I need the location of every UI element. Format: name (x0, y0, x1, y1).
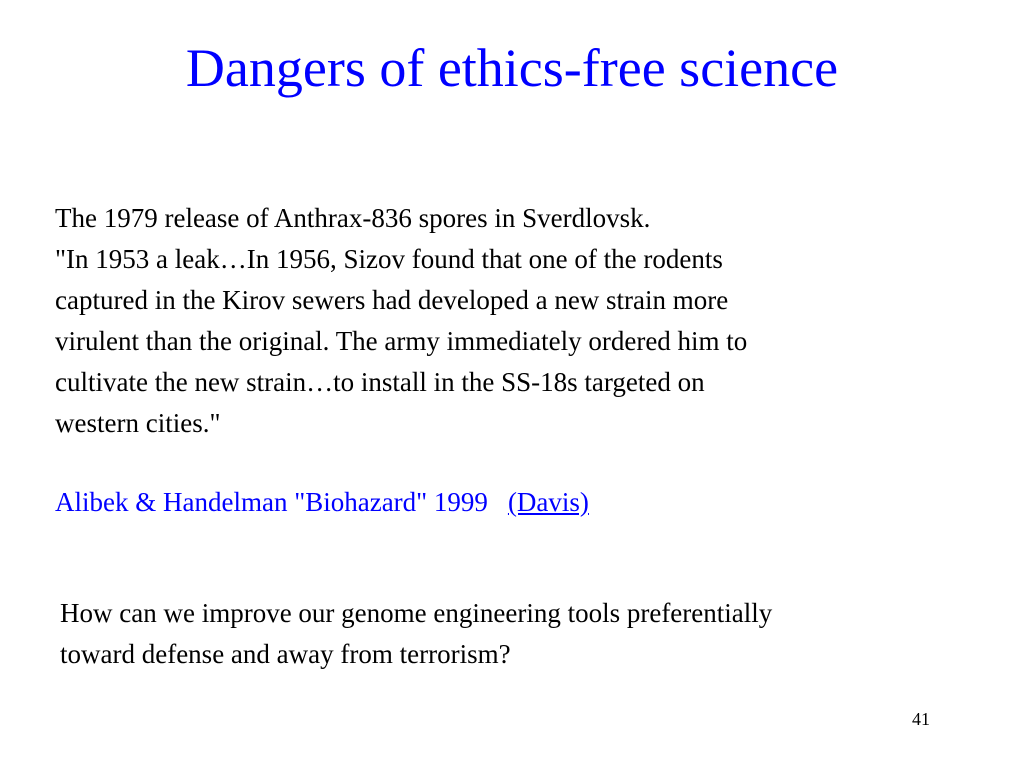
question-block (60, 593, 990, 675)
intro-line: The 1979 release of Anthrax-836 spores in Sverdlovsk. (55, 203, 651, 233)
quote-line-3: virulent than the original. The army immediately ordered him to (55, 326, 748, 356)
quote-line-5: western cities." (55, 408, 221, 438)
question-line-2: toward defense and away from terrorism? (60, 639, 511, 669)
citation (55, 482, 589, 523)
quote-line-4: cultivate the new strain…to install in the SS-18s targeted on (55, 367, 705, 397)
davis-link[interactable]: (Davis) (507, 487, 589, 517)
citation-text: Alibek & Handelman "Biohazard" 1999 (55, 487, 488, 517)
quote-line-1: "In 1953 a leak…In 1956, Sizov found that one of the rodents (55, 244, 723, 274)
quote-line-2: captured in the Kirov sewers had developed a new strain more (55, 285, 729, 315)
slide-title: Dangers of ethics-free science (185, 38, 839, 98)
body-text-block (55, 198, 985, 444)
page-number: 41 (912, 709, 930, 729)
question-line-1: How can we improve our genome engineering tools preferentially (60, 598, 773, 628)
